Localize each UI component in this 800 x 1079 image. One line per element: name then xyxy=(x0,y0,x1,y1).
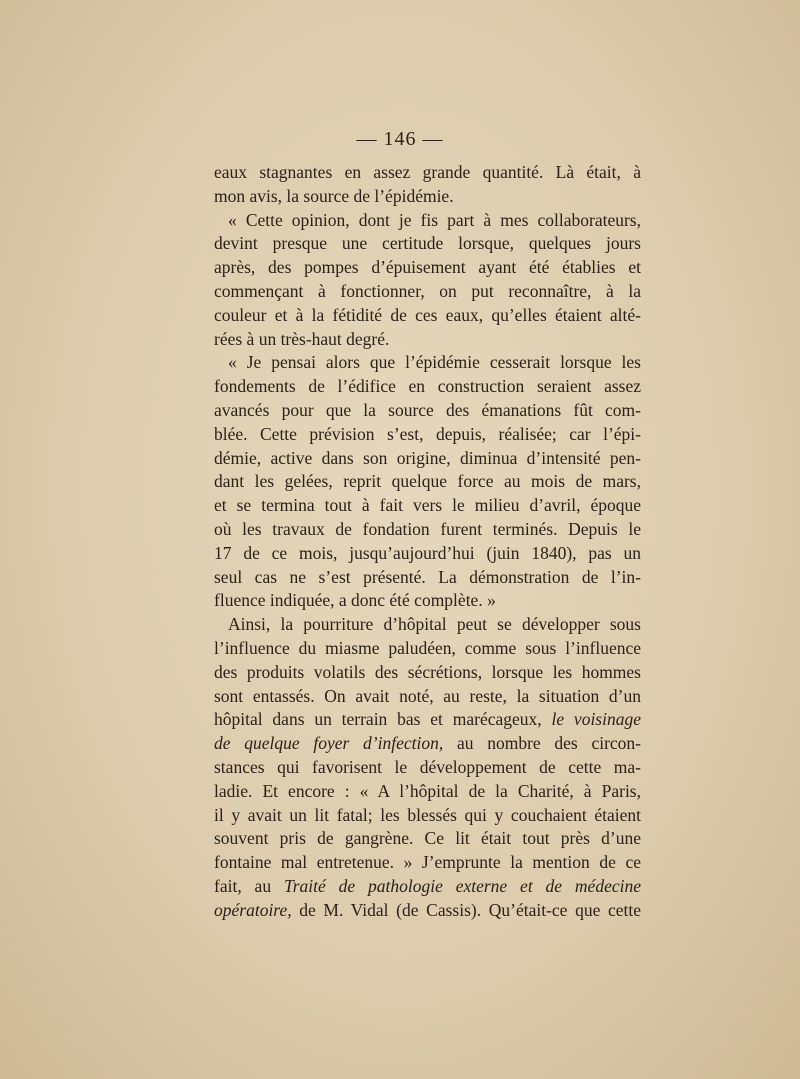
text-line: 17 de ce mois, jusqu’aujourd’hui (juin 1840), pas un xyxy=(214,542,641,563)
text-line: démie, active dans son origine, diminua d’intensité pen- xyxy=(214,447,641,468)
text-line: eaux stagnantes en assez grande quantité. Là était, à xyxy=(214,162,641,182)
text-segment: fait, au xyxy=(214,875,272,896)
text-line: fluence indiquée, a donc été complète. » xyxy=(214,590,496,611)
italic-segment: Traité de pathologie externe et de médecine xyxy=(283,875,641,896)
italic-segment: le voisinage xyxy=(551,709,641,730)
text-line: et se termina tout à fait vers le milieu d’avril, époque xyxy=(214,495,641,516)
text-line: stances qui favorisent le développement de cette ma- xyxy=(214,756,641,777)
text-line: devint presque une certitude lorsque, quelques jours xyxy=(214,233,641,254)
text-segment: au nombre des circon- xyxy=(456,733,641,754)
text-line: seul cas ne s’est présenté. La démonstration de l’in- xyxy=(214,566,641,587)
body-text xyxy=(214,161,641,923)
text-line: où les travaux de fondation furent terminés. Depuis le xyxy=(214,518,641,539)
text-line: des produits volatils des sécrétions, lorsque les hommes xyxy=(214,661,641,682)
text-line-mixed xyxy=(214,708,641,732)
text-line-mixed xyxy=(214,899,641,923)
text-line: rées à un très-haut degré. xyxy=(214,328,390,349)
text-line: dant les gelées, reprit quelque force au mois de mars, xyxy=(214,471,641,492)
text-line: fondements de l’édifice en construction seraient assez xyxy=(214,376,641,397)
text-line: après, des pompes d’épuisement ayant été établies et xyxy=(214,257,641,278)
text-line: ladie. Et encore : « A l’hôpital de la Charité, à Paris, xyxy=(214,780,641,801)
text-line: l’influence du miasme paludéen, comme sous l’influence xyxy=(214,637,641,658)
text-line: commençant à fonctionner, on put reconnaître, à la xyxy=(214,280,641,301)
text-line: il y avait un lit fatal; les blessés qui y couchaient étaient xyxy=(214,804,641,825)
text-line: fontaine mal entretenue. » J’emprunte la mention de ce xyxy=(214,852,641,873)
text-line: sont entassés. On avait noté, au reste, la situation d’un xyxy=(214,685,641,706)
text-segment: hôpital dans un terrain bas et marécageux, xyxy=(214,709,542,730)
text-line: mon avis, la source de l’épidémie. xyxy=(214,185,454,206)
italic-segment: de quelque foyer d’infection, xyxy=(214,733,444,754)
text-line: « Cette opinion, dont je fis part à mes collaborateurs, xyxy=(228,209,641,230)
text-line-mixed xyxy=(214,875,641,899)
text-line: blée. Cette prévision s’est, depuis, réalisée; car l’épi- xyxy=(214,423,641,444)
text-segment: de M. Vidal (de Cassis). Qu’était-ce que cette xyxy=(299,899,642,920)
italic-segment: opératoire, xyxy=(214,899,292,920)
text-line-mixed xyxy=(214,732,641,756)
text-line: avancés pour que la source des émanations fût com- xyxy=(214,399,641,420)
page-number: — 146 — xyxy=(356,128,444,150)
text-line: Ainsi, la pourriture d’hôpital peut se développer sous xyxy=(228,614,641,635)
text-line: souvent pris de gangrène. Ce lit était tout près d’une xyxy=(214,828,641,849)
text-line: « Je pensai alors que l’épidémie cesserait lorsque les xyxy=(228,352,641,373)
text-line: couleur et à la fétidité de ces eaux, qu’elles étaient alté- xyxy=(214,304,641,325)
